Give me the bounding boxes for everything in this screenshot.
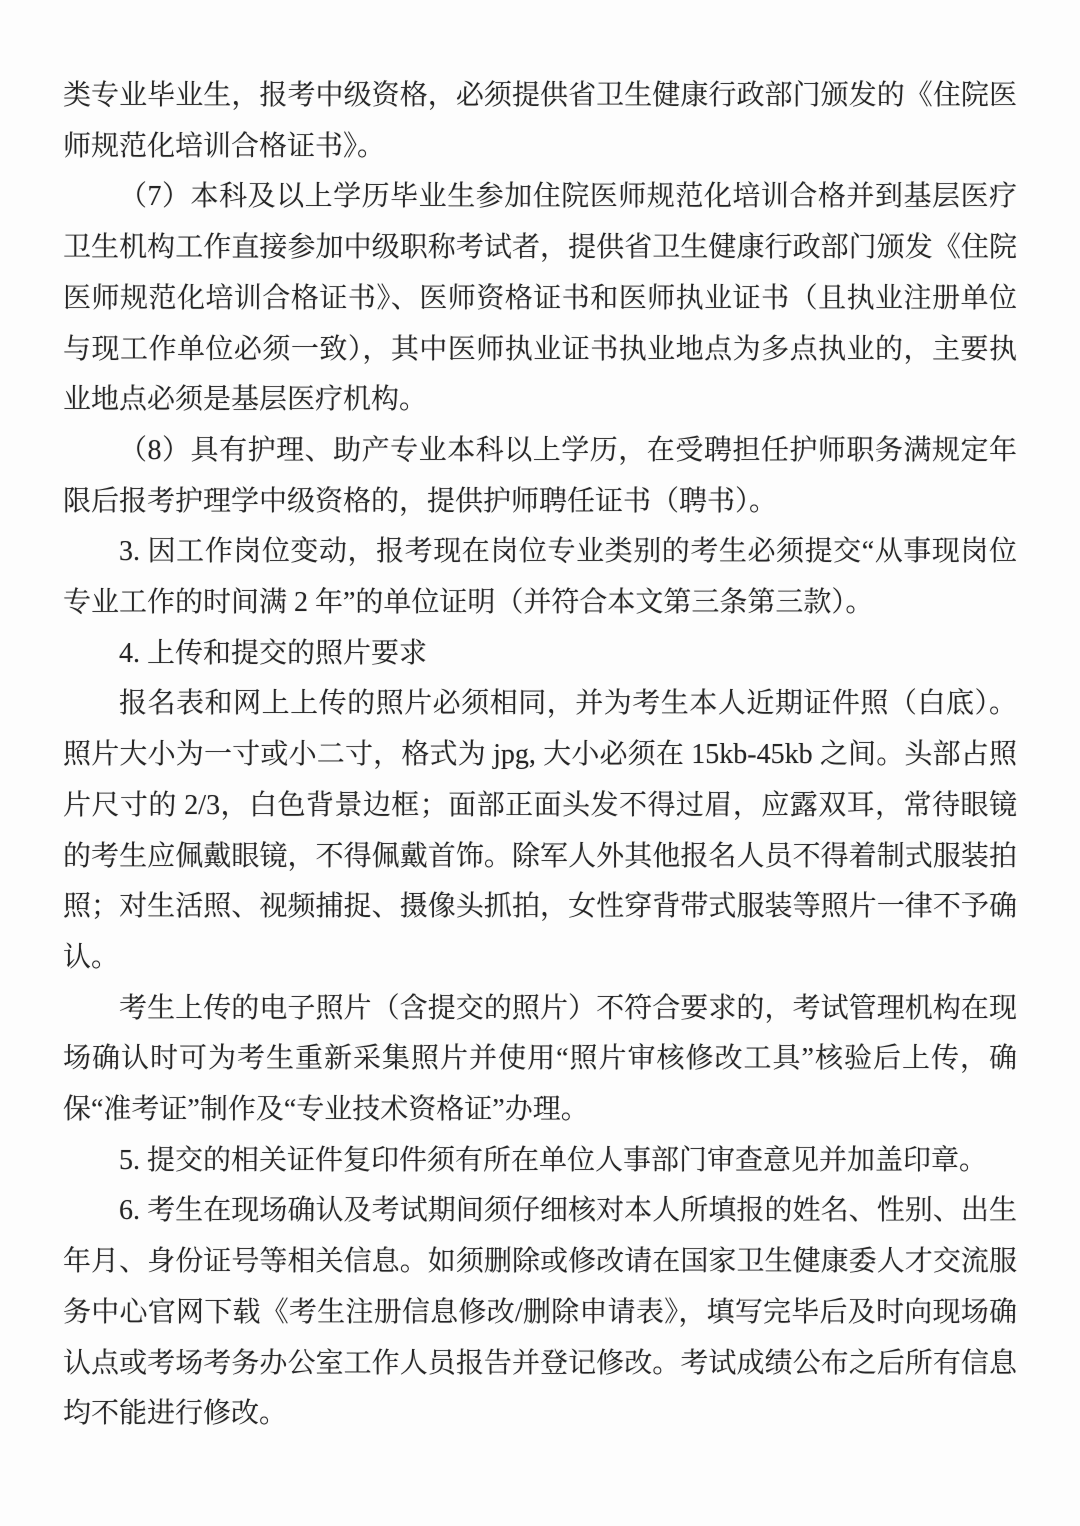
paragraph: 4. 上传和提交的照片要求 bbox=[119, 637, 428, 669]
paragraph: 报名表和网上上传的照片必须相同，并为考生本人近期证件照（白底）。照片大小为一寸或小二寸，格式为 jpg, 大小必须在 15kb-45kb 之间。头部占照片尺寸的 2/3，白色背景边框；面部正面头发不得过眉，应露双耳，常待眼镜的考生应佩戴眼镜，不得佩戴首饰。除军人外其他报名人员不得着制式服装拍照；对生活照、视频捕捉、摄像头抓拍，女性穿背带式服装等照片一律不予确认。 bbox=[63, 688, 1017, 973]
document-body bbox=[63, 71, 1017, 1440]
paragraph: 考生上传的电子照片（含提交的照片）不符合要求的，考试管理机构在现场确认时可为考生重新采集照片并使用“照片审核修改工具”核验后上传，确保“准考证”制作及“专业技术资格证”办理。 bbox=[63, 992, 1017, 1126]
paragraph: 类专业毕业生，报考中级资格，必须提供省卫生健康行政部门颁发的《住院医师规范化培训合格证书》。 bbox=[63, 80, 1017, 162]
paragraph: 3. 因工作岗位变动，报考现在岗位专业类别的考生必须提交“从事现岗位专业工作的时间满 2 年”的单位证明（并符合本文第三条第三款）。 bbox=[63, 536, 1017, 619]
paragraph: （8）具有护理、助产专业本科以上学历，在受聘担任护师职务满规定年限后报考护理学中级资格的，提供护师聘任证书（聘书）。 bbox=[63, 434, 1017, 517]
paragraph: （7）本科及以上学历毕业生参加住院医师规范化培训合格并到基层医疗卫生机构工作直接参加中级职称考试者，提供省卫生健康行政部门颁发《住院医师规范化培训合格证书》、医师资格证书和医师执业证书（且执业注册单位与现工作单位必须一致），其中医师执业证书执业地点为多点执业的，主要执业地点必须是基层医疗机构。 bbox=[63, 181, 1017, 416]
paragraph: 5. 提交的相关证件复印件须有所在单位人事部门审查意见并加盖印章。 bbox=[119, 1144, 988, 1176]
paragraph: 6. 考生在现场确认及考试期间须仔细核对本人所填报的姓名、性别、出生年月、身份证号等相关信息。如须删除或修改请在国家卫生健康委人才交流服务中心官网下载《考生注册信息修改/删除申请表》，填写完毕后及时向现场确认点或考场考务办公室工作人员报告并登记修改。考试成绩公布之后所有信息均不能进行修改。 bbox=[63, 1195, 1017, 1430]
